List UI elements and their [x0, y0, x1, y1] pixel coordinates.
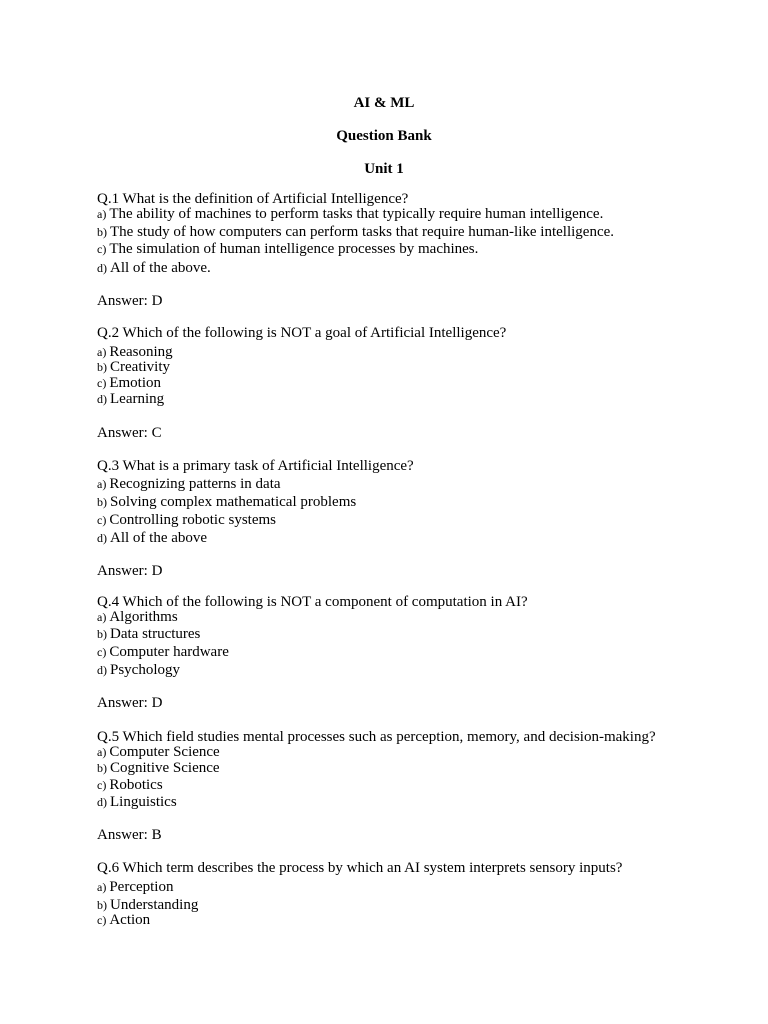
- answer-text: Answer: D: [97, 563, 163, 579]
- option-text: Robotics: [109, 777, 163, 793]
- option-item: [97, 530, 737, 547]
- option-item: [97, 512, 737, 529]
- option-item: [97, 206, 737, 223]
- option-letter: b): [97, 360, 107, 374]
- option-letter: a): [97, 610, 107, 624]
- option-letter: c): [97, 778, 107, 792]
- option-item: [97, 224, 737, 241]
- answer-text: Answer: C: [97, 425, 162, 441]
- option-item: [97, 375, 737, 392]
- option-letter: d): [97, 261, 107, 275]
- option-text: Perception: [109, 879, 174, 895]
- option-letter: d): [97, 531, 107, 545]
- option-letter: a): [97, 345, 107, 359]
- option-item: [97, 760, 737, 777]
- option-item: [97, 359, 737, 376]
- option-letter: c): [97, 645, 107, 659]
- option-text: Computer Science: [109, 744, 220, 760]
- option-letter: d): [97, 663, 107, 677]
- option-letter: a): [97, 477, 107, 491]
- question-text: Q.2 Which of the following is NOT a goal of Artificial Intelligence?: [97, 325, 507, 341]
- answer-text: Answer: D: [97, 293, 163, 309]
- option-text: The simulation of human intelligence processes by machines.: [109, 241, 479, 257]
- question-text: Q.5 Which field studies mental processes such as perception, memory, and decision-making?: [97, 729, 656, 745]
- option-letter: b): [97, 495, 107, 509]
- option-letter: b): [97, 898, 107, 912]
- option-item: [97, 777, 737, 794]
- option-item: [97, 391, 737, 408]
- option-text: Computer hardware: [109, 644, 229, 660]
- question-text: Q.3 What is a primary task of Artificial Intelligence?: [97, 458, 414, 474]
- option-item: [97, 241, 737, 258]
- option-item: [97, 260, 737, 277]
- option-letter: a): [97, 745, 107, 759]
- option-text: The study of how computers can perform tasks that require human-like intelligence.: [110, 224, 615, 240]
- option-letter: a): [97, 880, 107, 894]
- option-text: Understanding: [110, 897, 199, 913]
- option-letter: d): [97, 795, 107, 809]
- option-item: [97, 794, 737, 811]
- option-letter: b): [97, 627, 107, 641]
- option-text: Controlling robotic systems: [109, 512, 276, 528]
- option-text: The ability of machines to perform tasks that typically require human intelligence.: [109, 206, 604, 222]
- option-text: All of the above: [110, 530, 208, 546]
- option-letter: a): [97, 207, 107, 221]
- answer-text: Answer: B: [97, 827, 162, 843]
- option-letter: c): [97, 913, 107, 927]
- option-letter: d): [97, 392, 107, 406]
- option-item: [97, 644, 737, 661]
- question-text: Q.4 Which of the following is NOT a component of computation in AI?: [97, 594, 528, 610]
- option-letter: b): [97, 225, 107, 239]
- question-text: Q.1 What is the definition of Artificial Intelligence?: [97, 191, 409, 207]
- option-text: Algorithms: [109, 609, 178, 625]
- option-text: Solving complex mathematical problems: [110, 494, 357, 510]
- option-item: [97, 662, 737, 679]
- option-text: Creativity: [110, 359, 170, 375]
- document-title: AI & ML: [353, 95, 415, 111]
- option-text: Recognizing patterns in data: [109, 476, 281, 492]
- answer-text: Answer: D: [97, 695, 163, 711]
- option-text: All of the above.: [110, 260, 211, 276]
- option-text: Cognitive Science: [110, 760, 220, 776]
- unit-heading: Unit 1: [364, 161, 404, 177]
- option-text: Learning: [110, 391, 165, 407]
- option-text: Emotion: [109, 375, 161, 391]
- option-item: [97, 912, 737, 929]
- option-text: Psychology: [110, 662, 181, 678]
- question-text: Q.6 Which term describes the process by which an AI system interprets sensory inputs?: [97, 860, 623, 876]
- option-letter: b): [97, 761, 107, 775]
- option-item: [97, 879, 737, 896]
- option-text: Linguistics: [110, 794, 177, 810]
- option-text: Action: [109, 912, 151, 928]
- document-subtitle: Question Bank: [336, 128, 432, 144]
- option-text: Data structures: [110, 626, 201, 642]
- option-letter: c): [97, 513, 107, 527]
- option-item: [97, 494, 737, 511]
- option-item: [97, 476, 737, 493]
- option-item: [97, 626, 737, 643]
- option-letter: c): [97, 376, 107, 390]
- option-item: [97, 744, 737, 761]
- option-letter: c): [97, 242, 107, 256]
- option-text: Reasoning: [109, 344, 173, 360]
- option-item: [97, 609, 737, 626]
